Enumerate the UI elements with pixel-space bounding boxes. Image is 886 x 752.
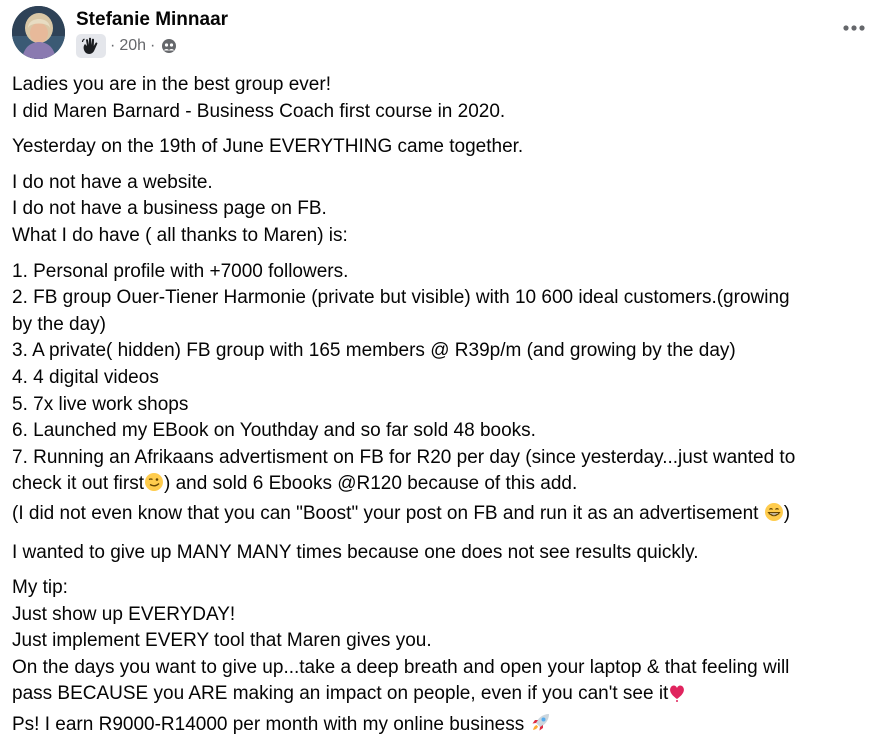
smirk-wink-emoji <box>144 472 164 501</box>
member-badge[interactable] <box>76 34 106 58</box>
more-options-button[interactable] <box>840 18 868 38</box>
text-line: I wanted to give up MANY MANY times because one does not see results quickly. <box>12 541 699 563</box>
text-line: I do not have a business page on FB. <box>12 198 327 220</box>
list-item <box>12 501 872 531</box>
text-line: On the days you want to give up...take a deep breath and open your laptop & that feeling will <box>12 656 790 678</box>
text-segment: check it out first <box>12 473 144 495</box>
list-item: 6. Launched my EBook on Youthday and so far sold 48 books. <box>12 420 536 442</box>
post-body <box>12 72 872 751</box>
text-segment: ) <box>783 502 791 524</box>
paragraph-tip <box>12 575 872 742</box>
profile-photo-icon <box>12 6 65 59</box>
paragraph-intro <box>12 72 872 125</box>
text-segment: pass BECAUSE you ARE making an impact on people, even if you can't see it <box>12 683 669 705</box>
paragraph-list <box>12 259 872 531</box>
author-name[interactable]: Stefanie Minnaar <box>76 9 229 30</box>
grinning-teeth-emoji <box>764 502 784 531</box>
paragraph-give-up <box>12 540 872 567</box>
text-line <box>12 681 872 711</box>
rocket-emoji <box>530 711 552 742</box>
text-segment: (I did not even know that you can "Boost" your post on FB and run it as an advertisement <box>12 502 764 524</box>
meta-separator: · <box>110 37 116 54</box>
paragraph-yesterday <box>12 134 872 161</box>
list-item: 3. A private( hidden) FB group with 165 members @ R39p/m (and growing by the day) <box>12 340 736 362</box>
text-segment: ) and sold 6 Ebooks @R120 because of this add. <box>164 473 578 495</box>
text-line: Just show up EVERYDAY! <box>12 603 236 625</box>
list-item: by the day) <box>12 313 106 335</box>
text-line: Ladies you are in the best group ever! <box>12 74 331 95</box>
list-item: 2. FB group Ouer-Tiener Harmonie (private but visible) with 10 600 ideal customers.(growing <box>12 287 790 309</box>
text-line: Just implement EVERY tool that Maren gives you. <box>12 630 432 652</box>
post-header <box>12 6 874 62</box>
list-item: 4. 4 digital videos <box>12 366 159 388</box>
list-item: 5. 7x live work shops <box>12 393 189 415</box>
paragraph-what-i-have <box>12 170 872 250</box>
post-timestamp[interactable]: 20h <box>119 37 147 54</box>
text-line <box>12 711 872 742</box>
post-meta <box>76 34 177 58</box>
waving-hand-icon <box>81 37 101 55</box>
list-item: 1. Personal profile with +7000 followers. <box>12 260 349 282</box>
text-line: What I do have ( all thanks to Maren) is: <box>12 224 348 246</box>
red-heart-emoji <box>668 682 686 711</box>
list-item <box>12 471 872 501</box>
text-segment: Ps! I earn R9000-R14000 per month with my online business <box>12 714 530 736</box>
list-item: 7. Running an Afrikaans advertisment on FB for R20 per day (since yesterday...just wanted to <box>12 446 796 468</box>
text-line: I do not have a website. <box>12 171 213 193</box>
text-line: My tip: <box>12 577 68 599</box>
meta-separator-2: · <box>150 37 156 54</box>
author-avatar[interactable] <box>12 6 65 59</box>
group-members-icon[interactable] <box>161 38 177 54</box>
text-line: Yesterday on the 19th of June EVERYTHING came together. <box>12 136 524 158</box>
more-horizontal-icon <box>842 24 866 32</box>
text-line: I did Maren Barnard - Business Coach first course in 2020. <box>12 100 506 122</box>
